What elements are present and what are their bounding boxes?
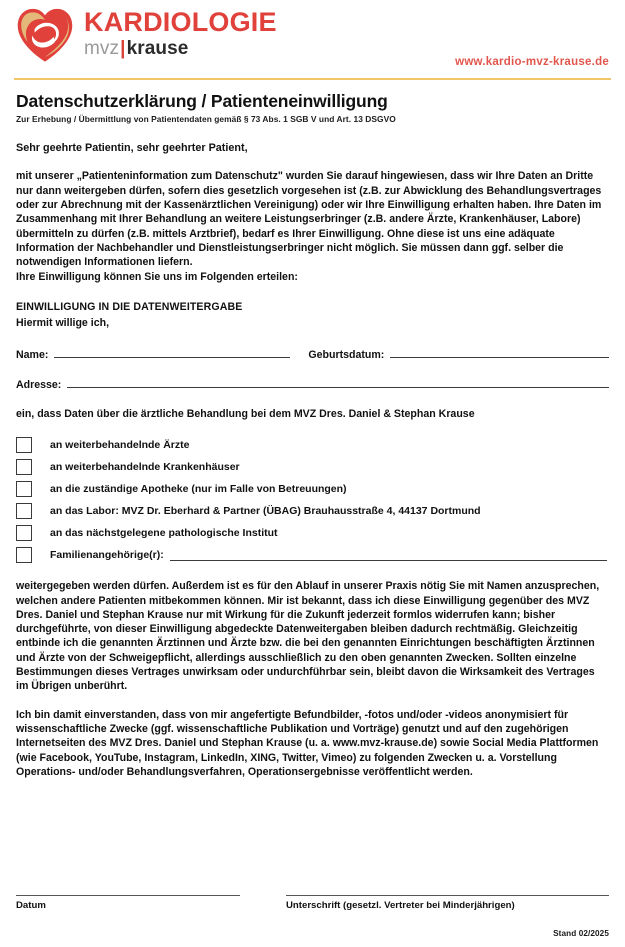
checkbox-label: an das nächstgelegene pathologische Institut [50,527,278,540]
brand-krause: krause [126,37,189,59]
list-item[interactable] [16,545,609,565]
website-url[interactable]: www.kardio-mvz-krause.de [455,56,609,68]
signature-input[interactable] [286,895,609,896]
date-input[interactable] [16,895,240,896]
name-label: Name: [16,349,49,362]
brand-subname [84,38,277,60]
birthdate-input[interactable] [390,346,609,358]
family-member-input[interactable] [170,549,607,561]
list-item[interactable] [16,435,609,455]
checkbox-label: an die zuständige Apotheke (nur im Falle von Betreuungen) [50,483,347,496]
checkbox-family-member[interactable] [16,547,32,563]
checkbox-hospitals[interactable] [16,459,32,475]
signature-field-group [286,895,609,911]
brand-wordmark [84,6,277,59]
brand-mvz: mvz [84,37,120,59]
recipient-checklist [16,435,609,565]
checkbox-pharmacy[interactable] [16,481,32,497]
page-header [0,0,625,78]
page-subtitle: Zur Erhebung / Übermittlung von Patientendaten gemäß § 73 Abs. 1 SGB V und Art. 13 DSGVO [16,114,396,125]
checkbox-label: an weiterbehandelnde Ärzte [50,439,190,452]
checkbox-doctors[interactable] [16,437,32,453]
document-version: Stand 02/2025 [553,929,609,938]
address-label: Adresse: [16,378,62,391]
intro-paragraph-closing: Ihre Einwilligung können Sie uns im Folgenden erteilen: [16,270,298,283]
list-item[interactable] [16,501,609,521]
address-row [16,376,609,392]
consent-scope-text: ein, dass Daten über die ärztliche Behandlung bei dem MVZ Dres. Daniel & Stephan Krause [16,407,475,420]
name-birthdate-row [16,346,609,362]
consent-heading: EINWILLIGUNG IN DIE DATENWEITERGABE [16,300,243,313]
document-body [0,141,625,779]
list-item[interactable] [16,523,609,543]
consent-subheading: Hiermit willige ich, [16,317,110,330]
checkbox-laboratory[interactable] [16,503,32,519]
address-input[interactable] [67,376,609,388]
checkbox-pathology[interactable] [16,525,32,541]
brand-name: KARDIOLOGIE [84,7,277,37]
heart-logo-icon [16,7,74,63]
salutation-text: Sehr geehrte Patientin, sehr geehrter Patient, [16,142,248,155]
intro-paragraph: mit unserer „Patienteninformation zum Datenschutz" wurden Sie darauf hingewiesen, dass wir Ihre Daten an Dritte nur dann weitergeben dürfen, sofern dies gesetzlich vorgesehen ist (z.B. zur Abwicklung des Behandlungsvertrages oder zur Abrechnung mit der Kassenärztlichen Vereinigung) oder wir Ihre Einwilligung erhalten haben. Ihre Daten im Zusammenhang mit Ihrer Behandlung an weitere Leistungserbringer (z.B. andere Ärzte, Krankenhäuser, Labore) übermitteln zu dürfen (z.B. mittels Arztbrief), bedarf es Ihrer Einwilligung. Ohne diese ist uns eine adäquate Information der Nachbehandler und Dienstleistungserbringer nicht möglich. Sie müssen dann ggf. selber die notwendigen Informationen liefern. [16,170,602,269]
date-field-group [16,895,240,911]
signature-section [16,895,609,911]
birthdate-label: Geburtsdatum: [308,349,385,362]
signature-caption: Unterschrift (gesetzl. Vertreter bei Minderjährigen) [286,900,515,911]
revocation-paragraph: weitergegeben werden dürfen. Außerdem ist es für den Ablauf in unserer Praxis nötig Sie mit Namen anzusprechen, welchen andere Patienten mitbekommen können. Mir ist bekannt, dass ich diese Einwilligung gegenüber des MVZ Dres. Daniel und Stephan Krause nur mit Wirkung für die Zukunft jederzeit formlos widerrufen kann; bisher durchgeführte, von dieser Einwilligung abgedeckte Datenweitergaben bleiben dadurch rechtmäßig. Gleichzeitig entbinde ich die genannten Ärztinnen und Ärzte bzw. die bei den genannten Einrichtungen beschäftigten Ärztinnen und Ärzte von der Schweigepflicht, allerdings ausschließlich zu den oben genannten Zwecken. Sollten einzelne Bestimmungen dieses Vertrages unwirksam oder undurchführbar sein, bleibt davon die Wirksamkeit des Vertrages im Übrigen unberührt. [16,580,600,693]
name-input[interactable] [54,346,290,358]
media-consent-paragraph: Ich bin damit einverstanden, dass von mir angefertigte Befundbilder, -fotos und/oder -videos anonymisiert für wissenschaftliche Zwecke (ggf. wissenschaftliche Publikation und Vorträge) genutzt und auf den zugehörigen Internetseiten des MVZ Dres. Daniel und Stephan Krause (u. a. www.mvz-krause.de) sowie Social Media Plattformen (wie Facebook, YouTube, Instagram, LinkedIn, XING, Twitter, Vimeo) zu folgenden Zwecken u. a. Vorstellung Operations- und/oder Behandlungsverfahren, Operationsergebnisse veröffentlicht werden. [16,708,599,778]
list-item[interactable] [16,457,609,477]
checkbox-label: Familienangehörige(r): [50,549,164,562]
checkbox-label: an das Labor: MVZ Dr. Eberhard & Partner (ÜBAG) Brauhausstraße 4, 44137 Dortmund [50,505,481,518]
date-caption: Datum [16,900,46,911]
page-title: Datenschutzerklärung / Patienteneinwilligung [16,91,388,111]
signature-spacer [240,895,286,911]
title-section [0,80,625,124]
practice-logo [16,6,609,63]
brand-separator: | [120,37,126,59]
list-item[interactable] [16,479,609,499]
checkbox-label: an weiterbehandelnde Krankenhäuser [50,461,240,474]
